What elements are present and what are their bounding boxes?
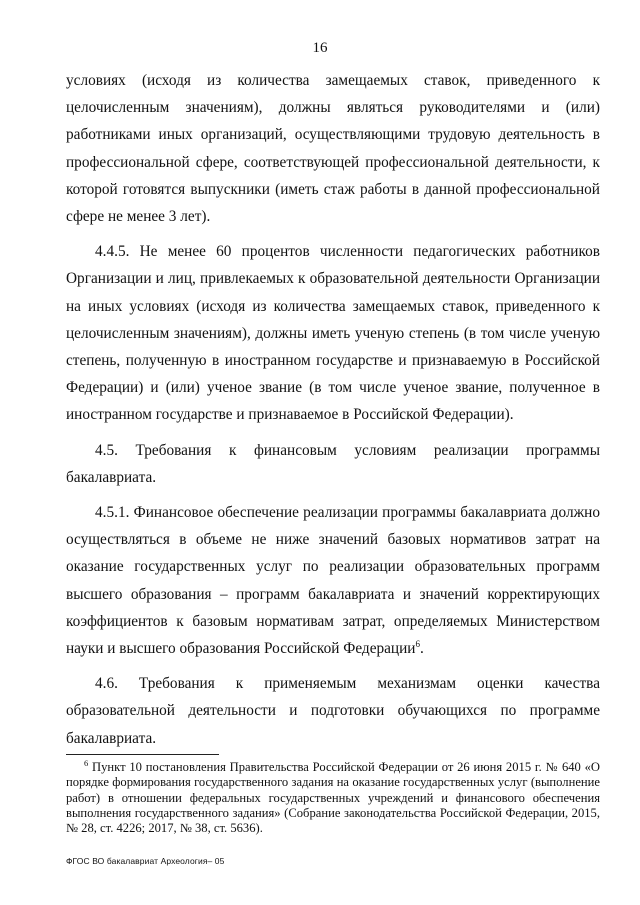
paragraph-continuation: условиях (исходя из количества замещаемых ставок, приведенного к целочисленным значениям), должны являться руководителями и (или) работниками иных организаций, осуществляющими трудовую деятельность в профессиональной сфере, соответствующей профессиональной деятельности, к которой готовятся выпускники (иметь стаж работы в данной профессиональной сфере не менее 3 лет). — [66, 72, 600, 226]
page-number: 16 — [312, 40, 328, 56]
footnote-reference[interactable]: 6 — [415, 638, 420, 649]
paragraph-4-5-1-text: 4.5.1. Финансовое обеспечение реализации программы бакалавриата должно осуществляться в объеме не ниже значений базовых нормативов затрат на оказание государственных услуг по реализации образовательных программ высшего образования – программ бакалавриата и значений корректирующих коэффициентов к базовым нормативам затрат, определяемых Министерством науки и высшего образования Российской Федерации — [66, 504, 600, 658]
paragraph-4-4-5: 4.4.5. Не менее 60 процентов численности педагогических работников Организации и лиц, привлекаемых к образовательной деятельности Организации на иных условиях (исходя из количества замещаемых ставок, приведенного к целочисленным значениям), должны иметь ученую степень (в том числе ученую степень, полученную в иностранном государстве и признаваемую в Российской Федерации) и (или) ученое звание (в том числе ученое звание, полученное в иностранном государстве и признаваемое в Российской Федерации). — [66, 243, 600, 424]
paragraph-4-5-1 — [66, 499, 600, 662]
paragraph-4-5-1-end: . — [420, 640, 424, 658]
paragraph-4-6-heading: 4.6. Требования к применяемым механизмам оценки качества образовательной деятельности и подготовки обучающихся по программе бакалавриата. — [66, 675, 600, 747]
paragraph-4-5-heading: 4.5. Требования к финансовым условиям реализации программы бакалавриата. — [66, 441, 600, 486]
footnote-divider — [66, 754, 219, 755]
footnote — [66, 757, 600, 836]
body-text — [66, 67, 600, 752]
footnote-text: Пункт 10 постановления Правительства Российской Федерации от 26 июня 2015 г. № 640 «О порядке формирования государственного задания на оказание государственных услуг (выполнение работ) в отношении федеральных государственных учреждений и финансового обеспечения выполнения государственного задания» (Собрание законодательства Российской Федерации, 2015, № 28, ст. 4226; 2017, № 38, ст. 5636). — [66, 760, 600, 836]
document-code: ФГОС ВО бакалавриат Археология– 05 — [66, 856, 225, 866]
footnote-number: 6 — [84, 757, 89, 768]
